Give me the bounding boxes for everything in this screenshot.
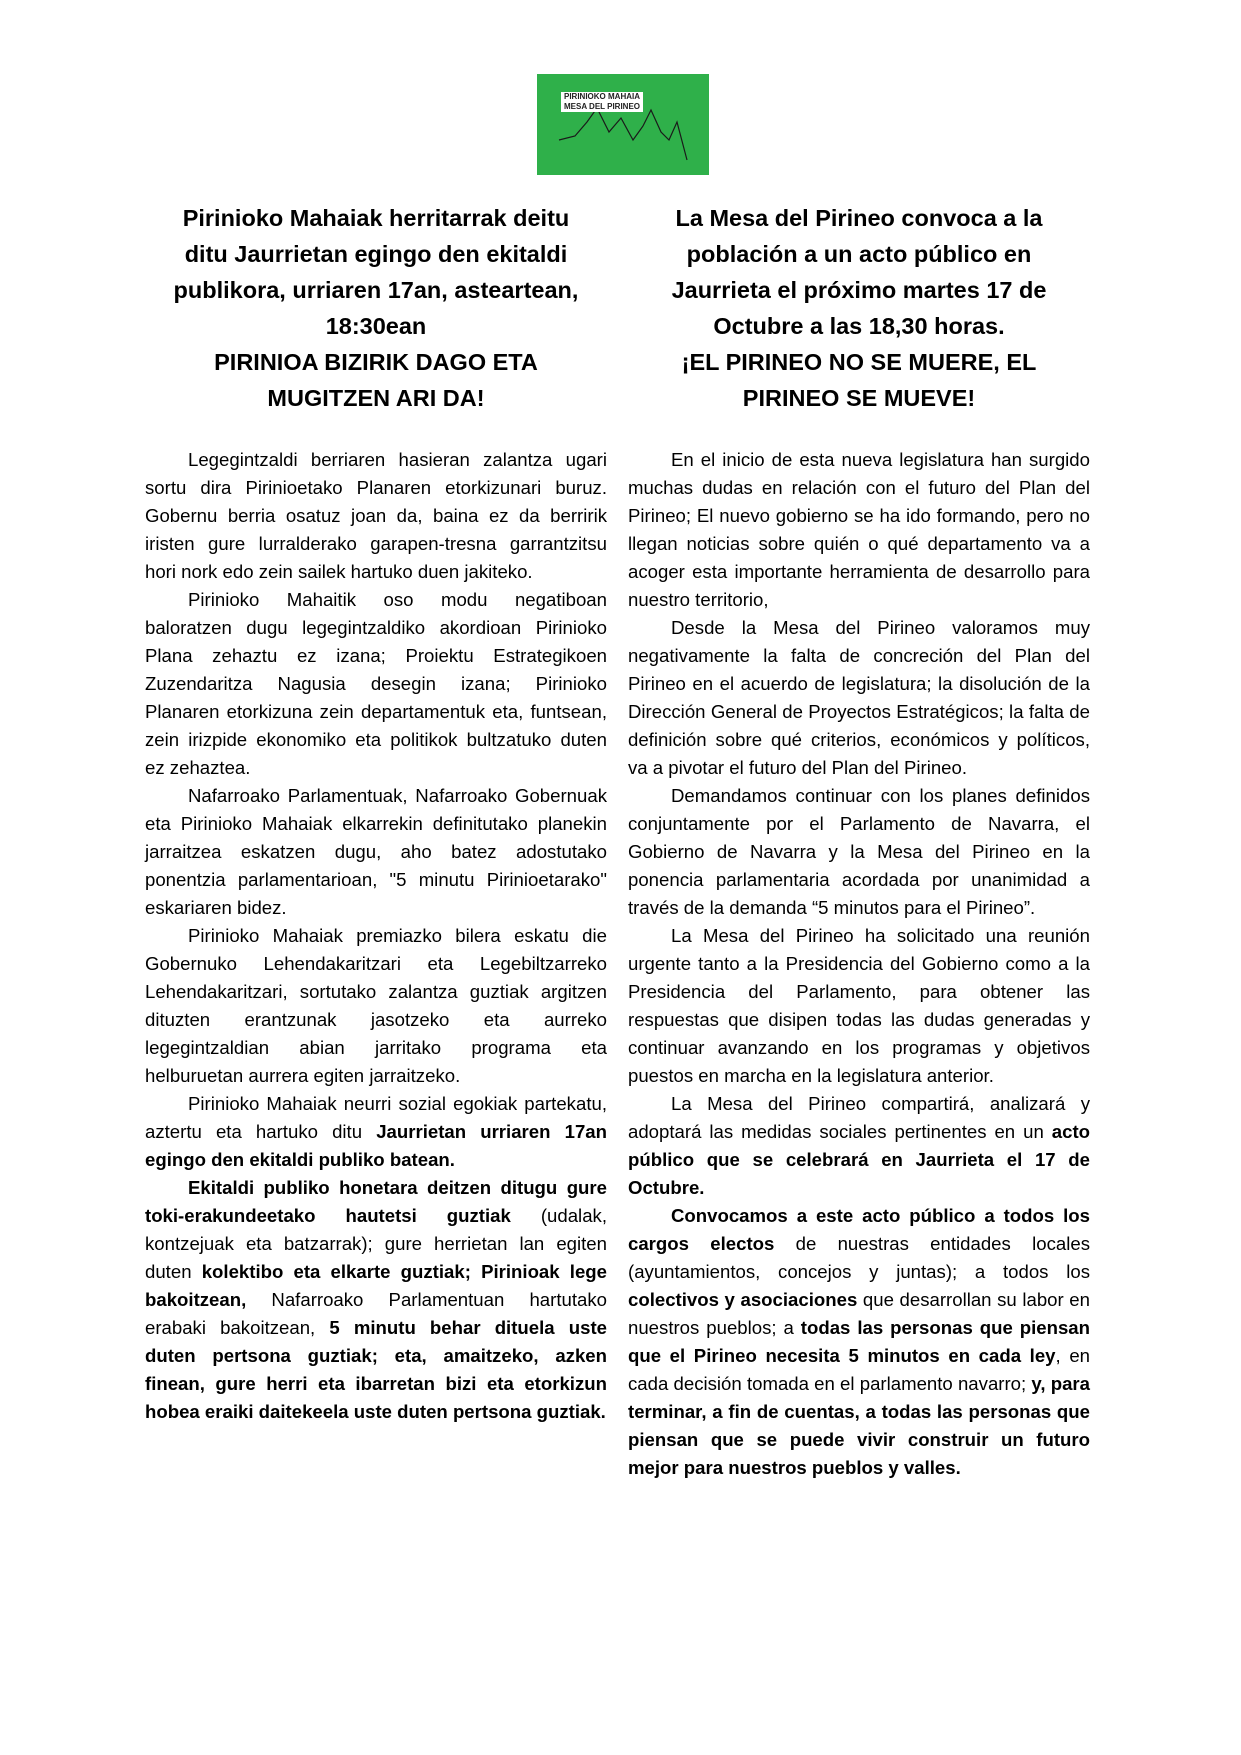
left-paragraph: Nafarroako Parlamentuak, Nafarroako Gobernuak eta Pirinioko Mahaiak elkarrekin definitutako planekin jarraitzea eskatzen dugu, aho batez adostutako ponentzia parlamentarioan, "5 minutu Pirinioetarako" eskariaren bidez.: [145, 785, 607, 918]
left-column-body: [145, 446, 607, 1426]
left-title-line: PIRINIOA BIZIRIK DAGO ETA: [214, 349, 538, 375]
left-title: [145, 200, 607, 416]
text-run: de nuestras entidades locales (ayuntamientos, concejos y juntas); a todos los: [628, 1233, 1090, 1282]
right-paragraph: [628, 1202, 1090, 1482]
right-title-line: La Mesa del Pirineo convoca a la: [675, 205, 1043, 231]
bold-text-run: Convocamos a este acto público a todos los cargos electos: [628, 1205, 1090, 1254]
text-run: Nafarroako Parlamentuan hartutako erabaki bakoitzean,: [145, 1289, 607, 1338]
text-run: Pirinioko Mahaiak neurri sozial egokiak partekatu, aztertu eta hartuko ditu: [145, 1093, 607, 1142]
bold-text-run: y, para terminar, a fin de cuentas, a todas las personas que piensan que se puede vivir construir un futuro mejor para nuestros pueblos y valles.: [628, 1373, 1090, 1478]
left-title-line: MUGITZEN ARI DA!: [267, 385, 485, 411]
right-paragraph: Demandamos continuar con los planes definidos conjuntamente por el Parlamento de Navarra, el Gobierno de Navarra y la Mesa del Pirineo en la ponencia parlamentaria acordada por unanimidad a través de la demanda “5 minutos para el Pirineo”.: [628, 785, 1090, 918]
bold-text-run: colectivos y asociaciones: [628, 1289, 858, 1310]
left-paragraph: Legegintzaldi berriaren hasieran zalantza ugari sortu dira Pirinioetako Planaren etorkizunari buruz. Gobernu berria osatuz joan da, baina ez da berririk iristen gure lurralderako garapen-tresna garrantzitsu hori nork edo zein sailek hartuko duen jakiteko.: [145, 449, 607, 582]
left-title-line: publikora, urriaren 17an, asteartean,: [173, 277, 579, 303]
bold-text-run: kolektibo eta elkarte guztiak; Pirinioak lege bakoitzean,: [145, 1261, 607, 1310]
text-run: que desarrollan su labor en nuestros pueblos; a: [628, 1289, 1090, 1338]
logo-text: [561, 92, 643, 112]
left-title-line: 18:30ean: [325, 313, 427, 339]
mountain-outline-icon: [537, 74, 709, 175]
left-paragraph: Pirinioko Mahaiak premiazko bilera eskatu die Gobernuko Lehendakaritzari eta Legebiltzarreko Lehendakaritzari, sortutako zalantza guztiak argitzen dituzten erantzunak jasotzeko eta aurreko legegintzaldian abian jarritako programa eta helburuetan aurrera egiten jarraitzeko.: [145, 925, 607, 1086]
left-paragraph: [145, 1090, 607, 1174]
right-title: [628, 200, 1090, 416]
text-run: , en cada decisión tomada en el parlamento navarro;: [628, 1345, 1090, 1394]
text-run: La Mesa del Pirineo compartirá, analizará y adoptará las medidas sociales pertinentes en un: [628, 1093, 1090, 1142]
logo-line-2: MESA DEL PIRINEO: [564, 102, 641, 111]
right-column-body: [628, 446, 1090, 1482]
right-paragraph: Desde la Mesa del Pirineo valoramos muy negativamente la falta de concreción del Plan del Pirineo en el acuerdo de legislatura; la disolución de la Dirección General de Proyectos Estratégicos; la falta de definición sobre qué criterios, económicos y políticos, va a pivotar el futuro del Plan del Pirineo.: [628, 617, 1090, 778]
bold-text-run: acto público que se celebrará en Jaurrieta el 17 de Octubre.: [628, 1121, 1090, 1198]
right-title-line: Octubre a las 18,30 horas.: [713, 313, 1005, 339]
right-paragraph: En el inicio de esta nueva legislatura han surgido muchas dudas en relación con el futuro del Plan del Pirineo; El nuevo gobierno se ha ido formando, pero no llegan noticias sobre quién o qué departamento va a acoger esta importante herramienta de desarrollo para nuestro territorio,: [628, 449, 1090, 610]
left-title-line: Pirinioko Mahaiak herritarrak deitu: [182, 205, 570, 231]
bold-text-run: Ekitaldi publiko honetara deitzen ditugu gure toki-erakundeetako hautetsi guztiak: [145, 1177, 607, 1226]
right-title-block: [628, 200, 1090, 416]
left-paragraph: Pirinioko Mahaitik oso modu negatiboan baloratzen dugu legegintzaldiko akordioan Pirinioko Plana zehaztu ez izana; Proiektu Estrategikoen Zuzendaritza Nagusia desegin izana; Pirinioko Planaren etorkizuna zein departamentuk eta, funtsean, zein irizpide ekonomiko eta politikok bultzatuko duten ez zehaztea.: [145, 589, 607, 778]
bold-text-run: Jaurrietan urriaren 17an egingo den ekitaldi publiko batean.: [145, 1121, 607, 1170]
right-title-line: población a un acto público en: [686, 241, 1032, 267]
left-title-line: ditu Jaurrietan egingo den ekitaldi: [184, 241, 568, 267]
logo-line-1: PIRINIOKO MAHAIA: [564, 92, 640, 101]
right-title-line: ¡EL PIRINEO NO SE MUERE, EL: [681, 349, 1037, 375]
bold-text-run: 5 minutu behar dituela uste duten pertsona guztiak; eta, amaitzeko, azken finean, gure herri eta ibarretan bizi eta etorkizun hobea eraiki daitekeela uste duten pertsona guztiak.: [145, 1317, 607, 1422]
right-paragraph: La Mesa del Pirineo ha solicitado una reunión urgente tanto a la Presidencia del Gobierno como a la Presidencia del Parlamento, para obtener las respuestas que disipen todas las dudas generadas y continuar avanzando en los programas y objetivos puestos en marcha en la legislatura anterior.: [628, 925, 1090, 1086]
left-title-block: [145, 200, 607, 416]
right-title-line: Jaurrieta el próximo martes 17 de: [671, 277, 1047, 303]
right-paragraph: [628, 1090, 1090, 1202]
bold-text-run: todas las personas que piensan que el Pirineo necesita 5 minutos en cada ley: [628, 1317, 1091, 1366]
text-run: (udalak, kontzejuak eta batzarrak); gure herrietan lan egiten duten: [145, 1205, 607, 1282]
right-title-line: PIRINEO SE MUEVE!: [742, 385, 976, 411]
left-paragraph: [145, 1174, 607, 1426]
mesa-del-pirineo-logo: [537, 74, 709, 175]
